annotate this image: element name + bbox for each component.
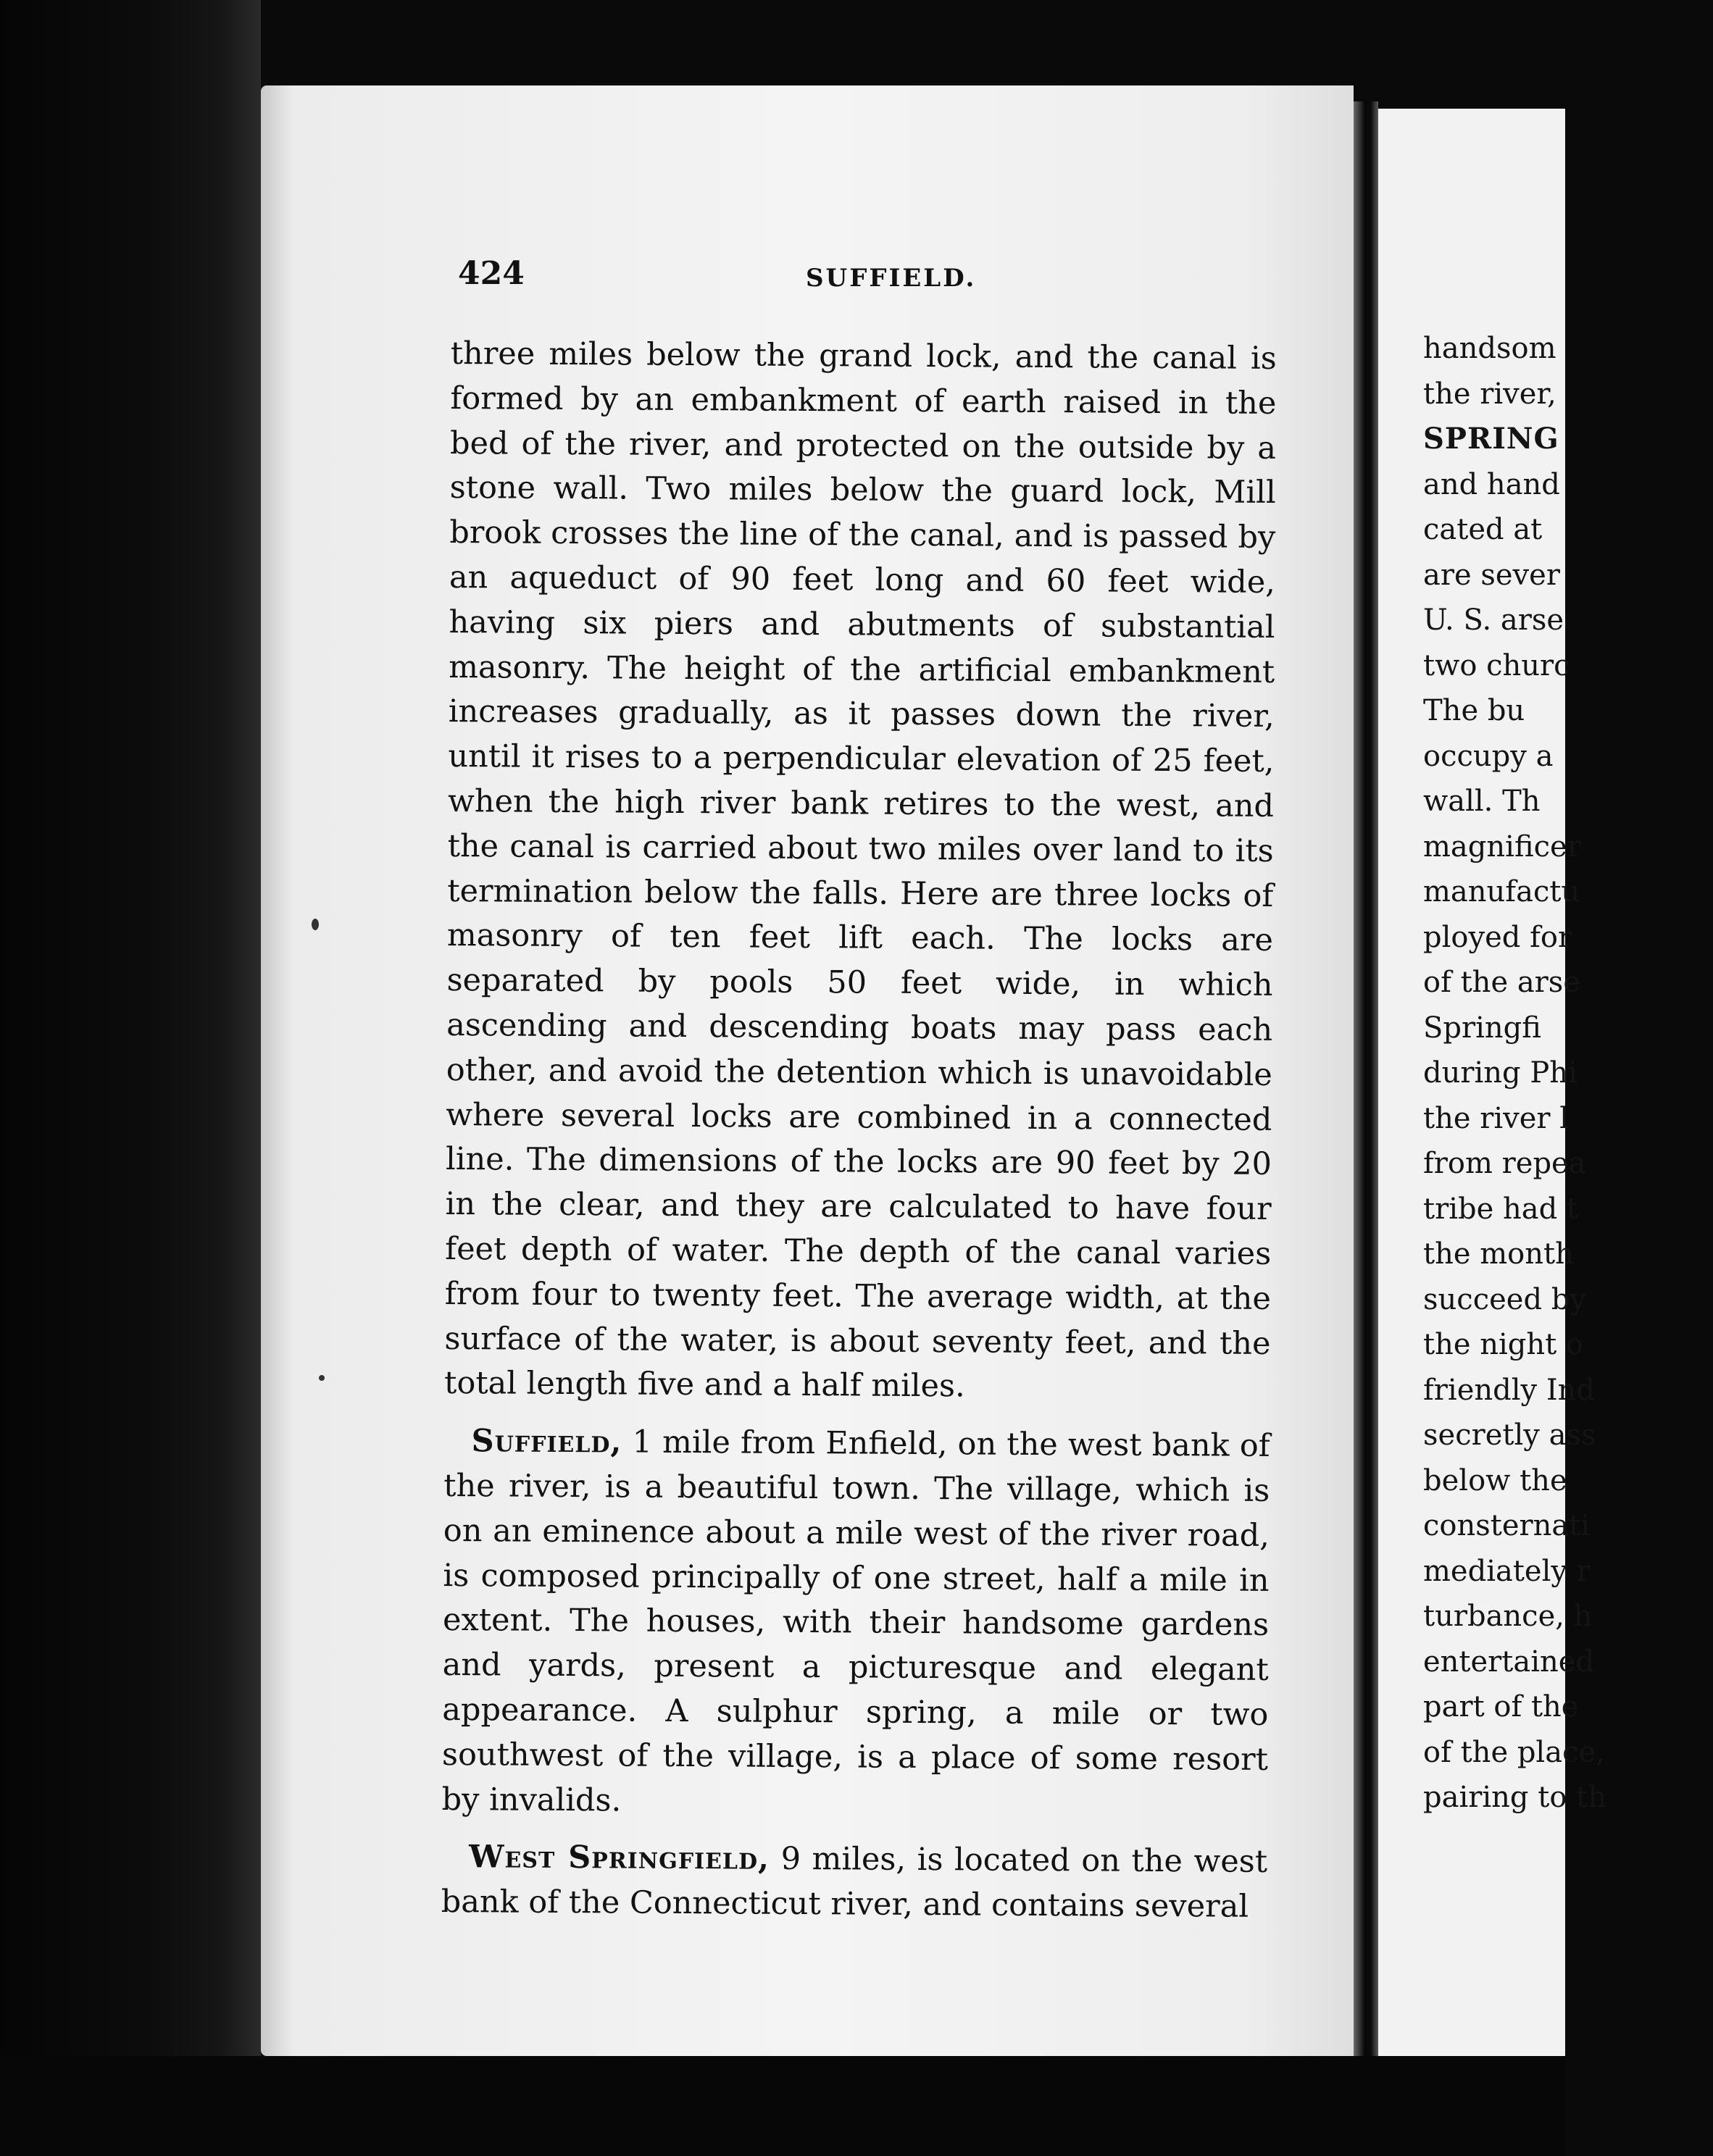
facing-line: handsom xyxy=(1423,332,1556,365)
scan-background xyxy=(0,2056,1565,2156)
facing-line: are sever xyxy=(1423,558,1560,592)
facing-line: occupy a xyxy=(1423,739,1554,773)
running-title: SUFFIELD. xyxy=(806,264,977,293)
facing-page xyxy=(1378,109,1606,2065)
paragraph-heading: Suffield, xyxy=(471,1423,622,1461)
facing-line: succeed by xyxy=(1423,1282,1586,1316)
facing-line: entertained xyxy=(1423,1645,1595,1679)
facing-line: part of the xyxy=(1423,1690,1579,1723)
facing-line: friendly Ind xyxy=(1423,1373,1596,1407)
facing-line: The bu xyxy=(1423,694,1525,727)
facing-line: secretly ass xyxy=(1423,1418,1596,1452)
facing-line: the month xyxy=(1423,1237,1574,1271)
facing-line: magnificer xyxy=(1423,830,1581,864)
paragraph: three miles below the grand lock, and the canal is formed by an embankment of earth raised in the bed of the river, and protected on the outside by a stone wall. Two miles below the guard lock, Mill brook crosses the line of the canal, and is passed by an aqueduct of 90 feet long and 60 feet wide, having six piers and abutments of substantial masonry. The height of the artificial embankment increases gradually, as it passes down the river, until it rises to a perpendicular elevation of 25 feet, when the high river bank retires to the west, and the canal is carried about two miles over land to its termination below the falls. Here are three locks of masonry of ten feet lift each. The locks are separated by pools 50 feet wide, in which ascending and descending boats may pass each other, and avoid the detention which is unavoidable where several locks are combined in a connected line. The dimensions of the locks are 90 feet by 20 in the clear, and they are calculated to have four feet depth of water. The depth of the canal varies from four to twenty feet. The average width, at the surface of the water, is about seventy feet, and the total length five and a half miles. xyxy=(443,335,1277,1405)
page-header xyxy=(458,255,1356,313)
facing-line: the river l xyxy=(1423,1101,1570,1135)
book-edge xyxy=(0,0,261,2156)
facing-line: two churc xyxy=(1423,648,1570,682)
paragraph xyxy=(441,1419,1270,1827)
facing-line: mediately r xyxy=(1423,1554,1591,1588)
facing-line: the river, xyxy=(1423,377,1556,411)
facing-line: turbance, h xyxy=(1423,1600,1593,1633)
facing-line: of the place, xyxy=(1423,1735,1605,1769)
paragraph-heading: West Springfield, xyxy=(468,1839,770,1878)
facing-line: wall. Th xyxy=(1423,785,1541,818)
facing-line: below the xyxy=(1423,1463,1567,1497)
page-number: 424 xyxy=(458,255,525,292)
facing-line: ployed for xyxy=(1423,920,1572,954)
facing-line: U. S. arse xyxy=(1423,603,1564,637)
facing-line: cated at xyxy=(1423,513,1543,546)
page-gutter xyxy=(1354,101,1378,2057)
facing-line: manufactu xyxy=(1423,875,1580,908)
facing-line: from repea xyxy=(1423,1147,1586,1180)
facing-line: consternati xyxy=(1423,1509,1591,1542)
body-text xyxy=(441,332,1277,1930)
paragraph-text: 9 miles, is located on the west bank of the Connecticut river, and contains several xyxy=(441,1841,1268,1925)
ink-speck xyxy=(319,1375,325,1381)
facing-line: Springfi xyxy=(1423,1011,1541,1045)
paragraph-text: 1 mile from Enfield, on the west bank of the river, is a beautiful town. The village, which is on an eminence about a mile west of the river road, is composed principally of one street, half a mile in extent. The houses, with their handsome gardens and yards, present a picturesque and elegant appearance. A sulphur spring, a mile or two southwest of the village, is a place of some resort by invalids. xyxy=(441,1424,1270,1818)
facing-line: and hand xyxy=(1423,467,1560,501)
paragraph xyxy=(441,1835,1268,1930)
facing-line: of the arse xyxy=(1423,966,1580,999)
facing-line: the night o xyxy=(1423,1328,1584,1361)
facing-line: tribe had t xyxy=(1423,1192,1578,1226)
facing-page-text xyxy=(1423,326,1713,1821)
facing-line: SPRING xyxy=(1423,422,1559,456)
facing-line: pairing to th xyxy=(1423,1781,1606,1814)
ink-speck xyxy=(312,919,319,930)
facing-line: during Phi xyxy=(1423,1056,1577,1090)
